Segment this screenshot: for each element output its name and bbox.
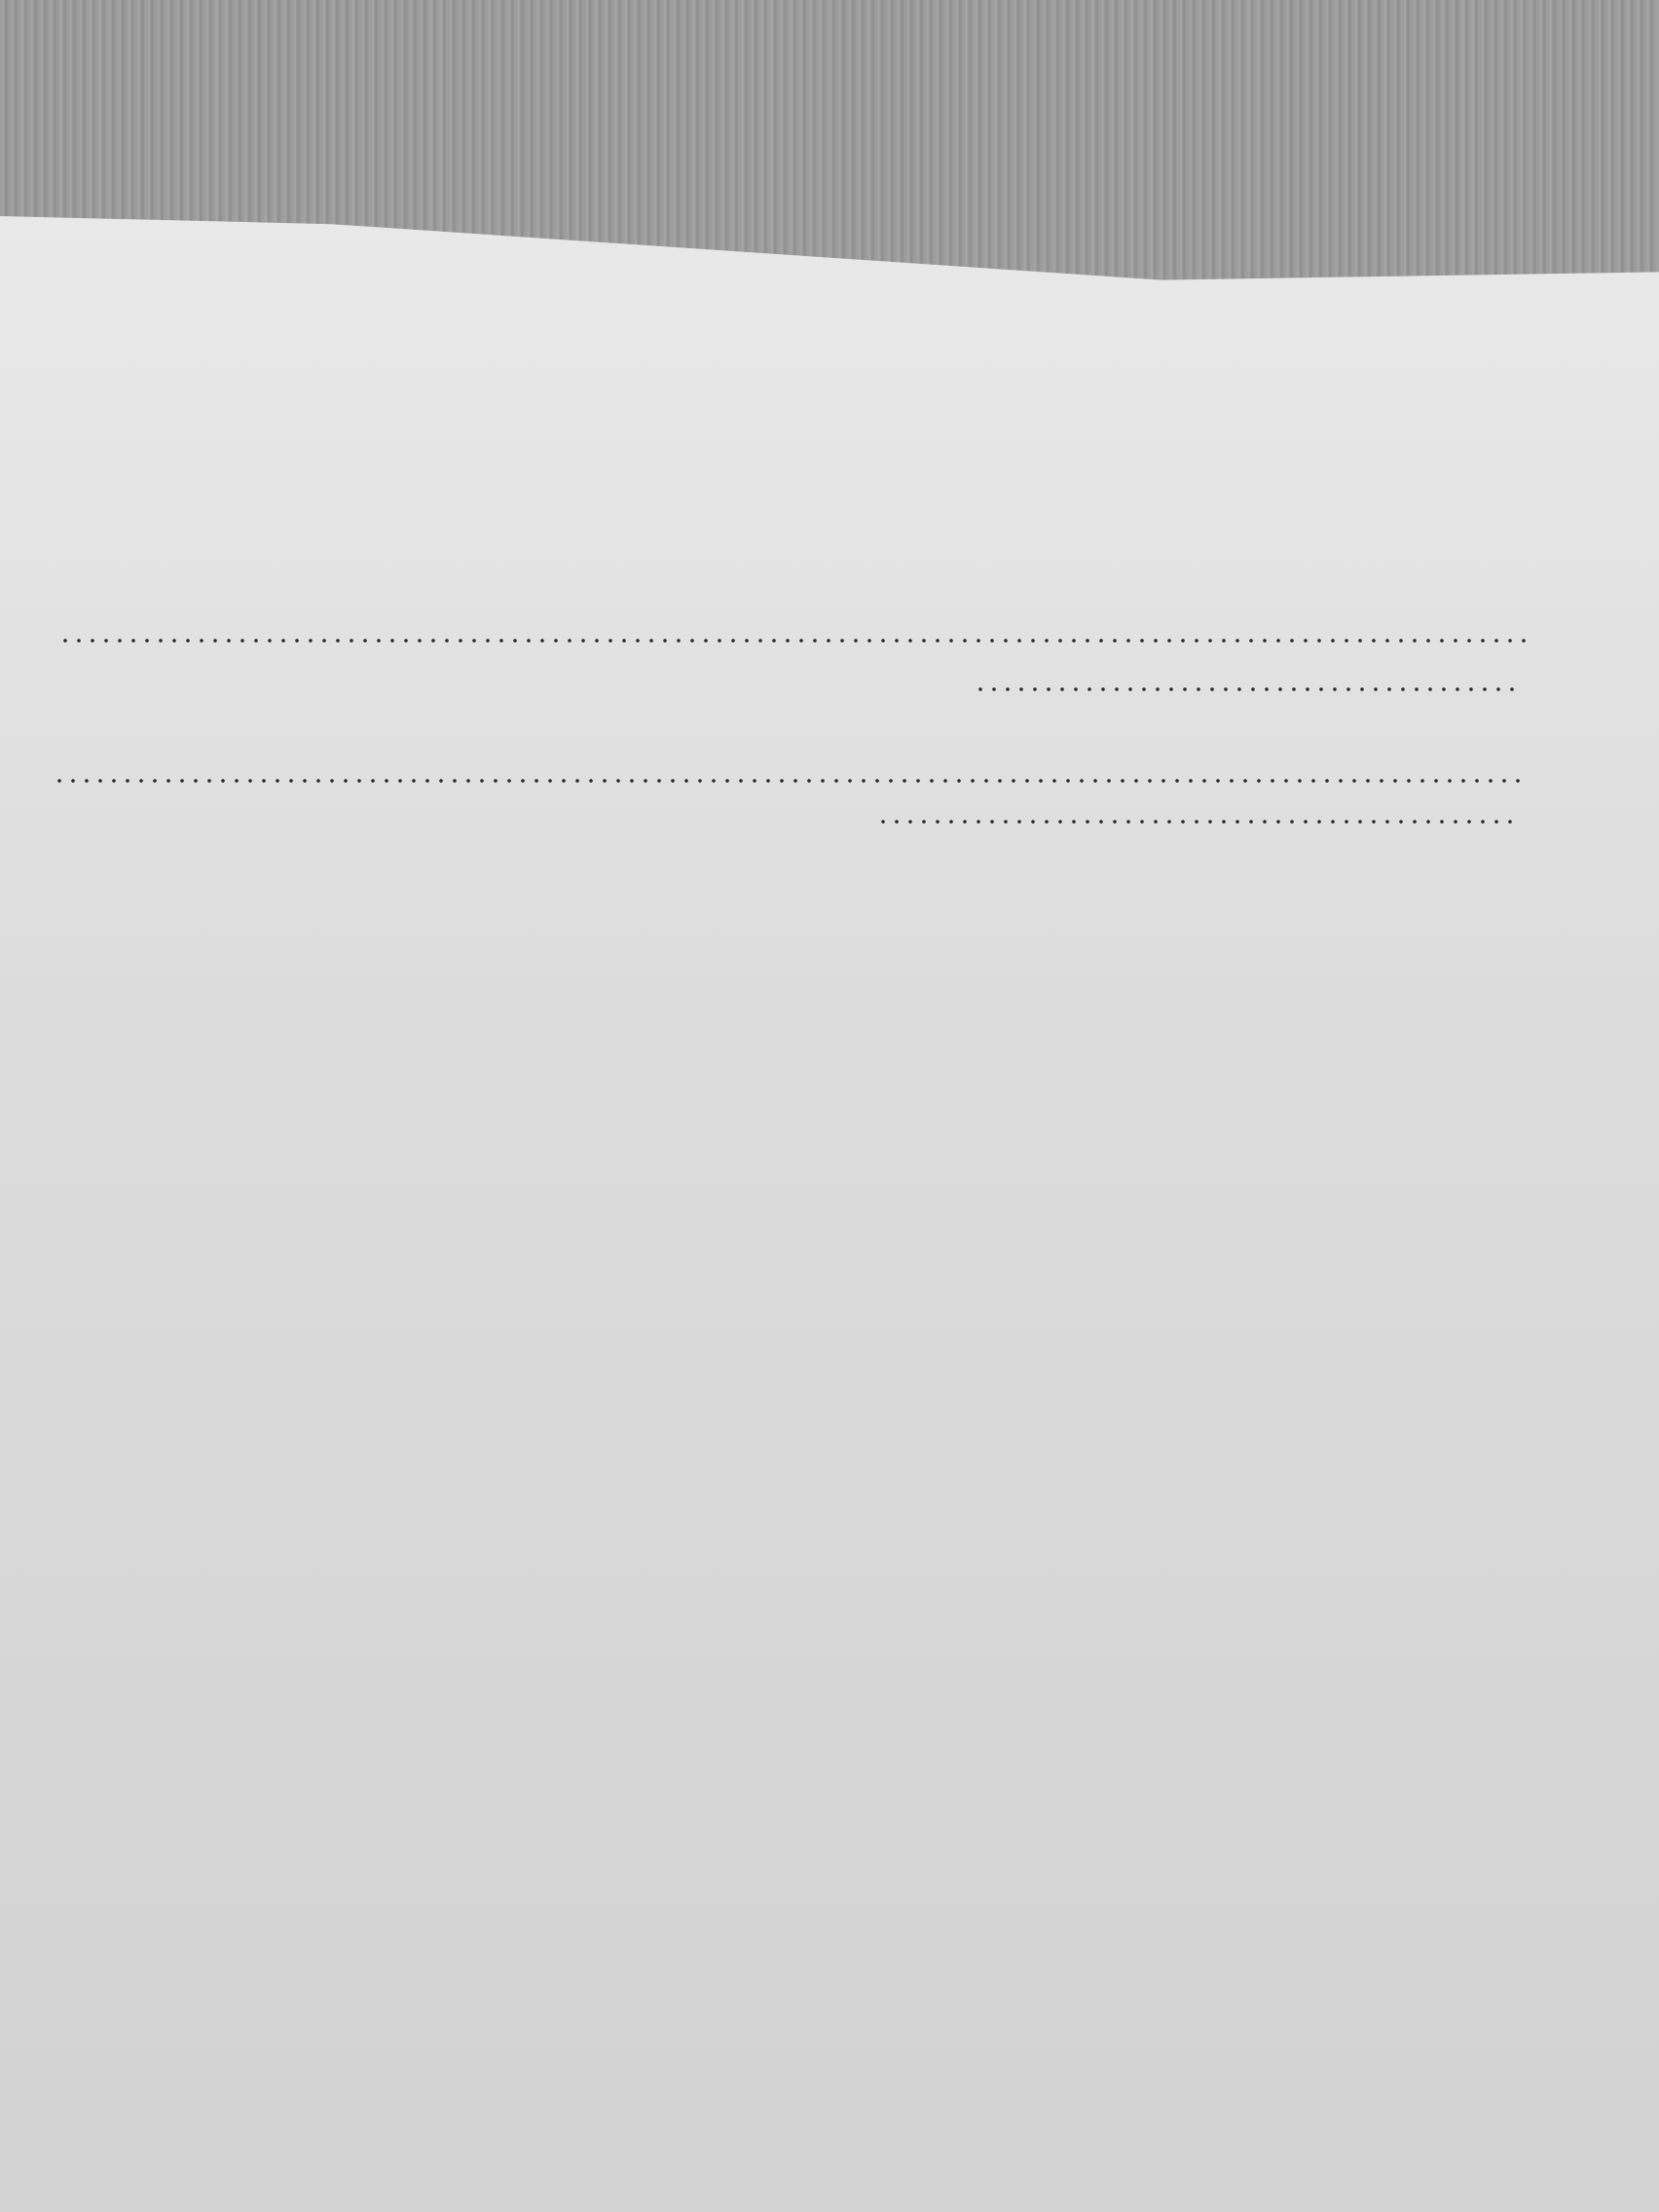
toc-entry-intro bbox=[49, 611, 1527, 656]
toc-entry-intro-page bbox=[974, 660, 1527, 705]
dot-leader bbox=[876, 820, 1521, 824]
toc-entry-section bbox=[43, 752, 1527, 796]
dot-leader bbox=[58, 639, 1527, 643]
toc-entry-section-page bbox=[876, 793, 1527, 837]
dot-leader bbox=[974, 687, 1521, 691]
dot-leader bbox=[53, 779, 1527, 783]
book-page bbox=[0, 216, 1659, 2212]
